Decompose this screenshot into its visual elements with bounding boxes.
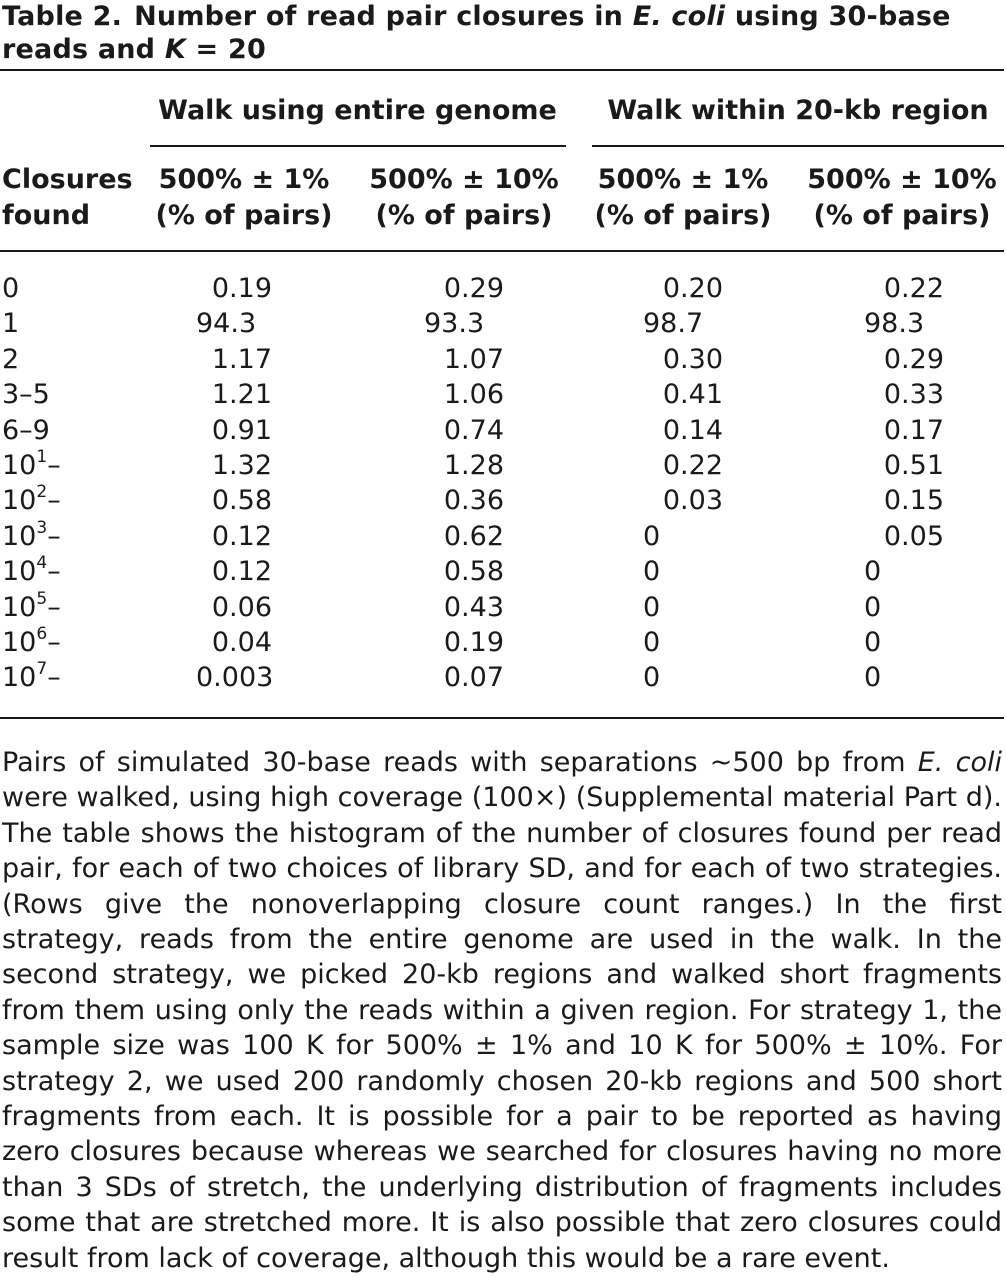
closure-range-cell: 2 [2,343,20,375]
value-cell: 0.29 [883,343,944,375]
closure-range-cell: $10^6-$ [2,623,61,658]
group-header-entire-genome: Walk using entire genome [158,95,557,126]
table-row [0,625,1004,660]
value-cell: 0.003 [196,662,274,694]
column-header-region-1pct: 500% ± 1% (% of pairs) [594,164,772,231]
value-cell: 0.29 [443,273,504,304]
value-cell: 0.62 [443,520,504,552]
value-cell: 1.32 [211,449,272,481]
closure-range-cell: $10^5-$ [2,588,61,623]
value-cell: 1.06 [443,379,504,411]
closure-range-cell: $10^3-$ [2,517,61,552]
table-row [0,306,1004,341]
value-cell: 0.33 [883,379,944,411]
value-cell: 0 [643,662,661,694]
table-row [0,448,1004,483]
value-cell: 0.74 [443,414,504,446]
closure-range-cell: 6–9 [2,414,50,446]
group-rule-entire-genome [150,145,566,147]
group-header-20kb-region: Walk within 20-kb region [607,95,989,126]
value-cell: 0.19 [211,273,272,304]
footnote-species: E. coli [917,747,1002,778]
closure-range-cell: 1 [2,308,20,340]
value-cell: 0.12 [211,556,272,588]
value-cell: 0.30 [662,343,723,375]
closure-range-cell: $10^1-$ [2,446,61,481]
top-rule [0,69,1004,71]
table-footnote: Pairs of simulated 30-base reads with separations ~500 bp from E. coli were walked, using high coverage (100×) (Supplemental material Part d). The table shows the histogram of the number of closures found per read pair, for each of two choices of library SD, and for each of two strategies. (Rows give the nonoverlapping closure count ranges.) In the first strategy, reads from the entire genome are used in the walk. In the second strategy, we picked 20-kb regions and walked short fragments from them using only the reads within a given region. For strategy 1, the sample size was 100 K for 500% ± 1% and 10 K for 500% ± 10%. For strategy 2, we used 200 randomly chosen 20-kb regions and 500 short fragments from each. It is possible for a pair to be reported as having zero closures because whereas we searched for closures having no more than 3 SDs of stretch, the underlying distribution of fragments includes some that are stretched more. It is also possible that zero closures could result from lack of coverage, although this would be a rare event. [2,747,1002,1274]
bottom-rule [0,717,1004,719]
value-cell: 0.58 [443,556,504,588]
value-cell: 98.7 [643,308,704,340]
value-cell: 0.19 [443,626,504,658]
value-cell: 0 [643,520,661,552]
table-row [0,483,1004,518]
header-rule [0,250,1004,252]
value-cell: 0.41 [662,379,723,411]
table-label: Table 2. [2,1,123,32]
value-cell: 0.14 [662,414,723,446]
value-cell: 0.22 [883,273,944,304]
closure-range-cell: $10^7-$ [2,659,61,694]
value-cell: 0.07 [443,662,504,694]
table-row [0,413,1004,448]
value-cell: 0.36 [443,485,504,517]
value-cell: 0.17 [883,414,944,446]
table-row [0,554,1004,589]
column-header-genome-10pct: 500% ± 10% (% of pairs) [369,164,559,231]
value-cell: 0.06 [211,591,272,623]
table-row [0,342,1004,377]
table-row [0,271,1004,306]
value-cell: 98.3 [864,308,925,340]
closure-range-cell: 3–5 [2,379,50,411]
value-cell: 1.21 [211,379,272,411]
value-cell: 93.3 [424,308,485,340]
value-cell: 0.12 [211,520,272,552]
table-row [0,377,1004,412]
species-name: E. coli [632,1,726,32]
column-header-genome-1pct: 500% ± 1% (% of pairs) [155,164,333,231]
value-cell: 0.58 [211,485,272,517]
value-cell: 1.28 [443,449,504,481]
value-cell: 0.91 [211,414,272,446]
table-row [0,660,1004,695]
value-cell: 0 [864,556,882,588]
value-cell: 0 [643,556,661,588]
value-cell: 0.15 [883,485,944,517]
row-header-closures-found: Closures found [2,164,133,231]
group-rule-20kb-region [592,145,1004,147]
closure-range-cell: 0 [2,273,20,304]
value-cell: 0 [643,626,661,658]
value-cell: 0.03 [662,485,723,517]
closure-range-cell: $10^4-$ [2,553,61,588]
table-row [0,519,1004,554]
value-cell: 0.20 [662,273,723,304]
value-cell: 1.07 [443,343,504,375]
value-cell: 0.05 [883,520,944,552]
value-cell: 0 [864,662,882,694]
value-cell: 0 [643,591,661,623]
table-title: Table 2. Number of read pair closures in E. coli using 30-base reads and K = 20 [2,1,951,65]
column-header-region-10pct: 500% ± 10% (% of pairs) [807,164,997,231]
value-cell: 0.04 [211,626,272,658]
value-cell: 1.17 [211,343,272,375]
value-cell: 0.51 [883,449,944,481]
value-cell: 0 [864,591,882,623]
table-row [0,590,1004,625]
value-cell: 0 [864,626,882,658]
value-cell: 0.43 [443,591,504,623]
table-body [0,271,1004,696]
value-cell: 94.3 [196,308,257,340]
closure-range-cell: $10^2-$ [2,482,61,517]
value-cell: 0.22 [662,449,723,481]
